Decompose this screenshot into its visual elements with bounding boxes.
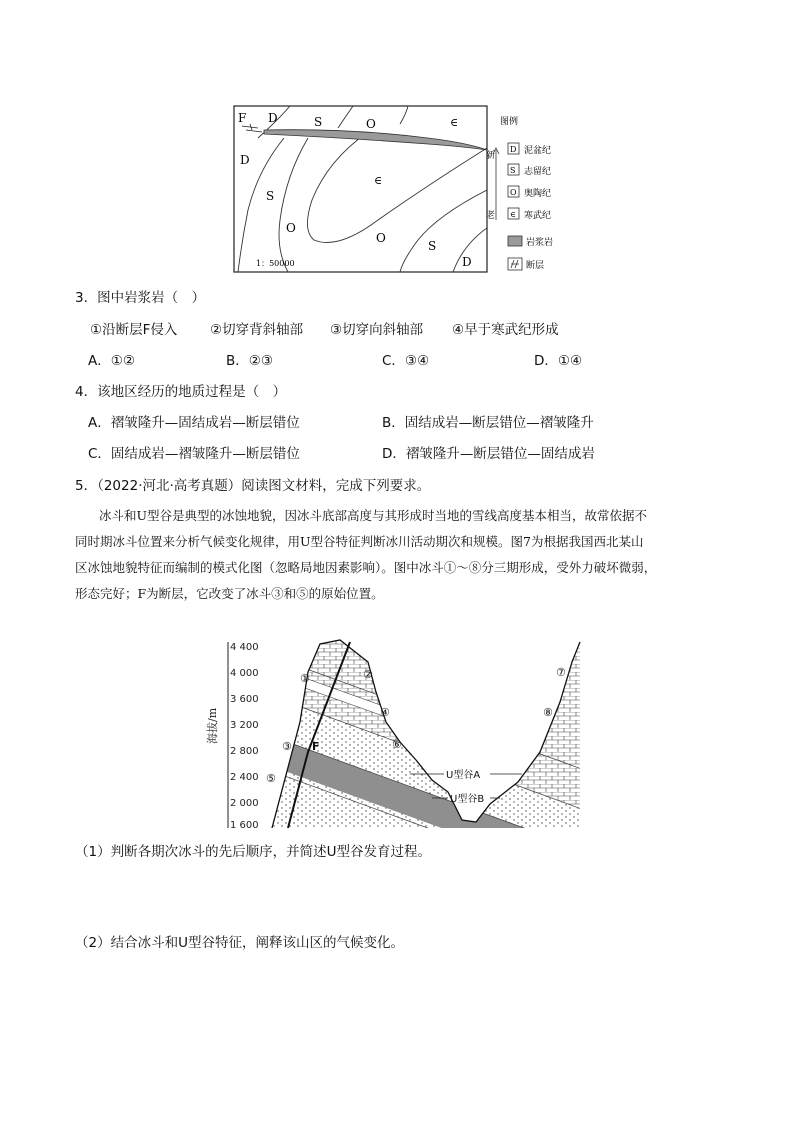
label-F: F xyxy=(238,111,247,125)
label-C: ∈ xyxy=(374,174,383,187)
tick-label: 2 800 xyxy=(230,746,259,757)
cirque-3: ③ xyxy=(282,740,292,753)
label-S: S xyxy=(266,189,275,203)
map-legend xyxy=(486,115,553,271)
tick-label: 2 000 xyxy=(230,798,259,809)
q3-option-d[interactable]: D．①④ xyxy=(534,353,583,369)
label-D: D xyxy=(240,153,250,167)
q4-option-b[interactable]: B．固结成岩—断层错位—褶皱隆升 xyxy=(382,415,594,431)
glacial-profile-figure xyxy=(200,632,590,828)
legend-symbol: ∈ xyxy=(510,210,516,219)
label-D: D xyxy=(462,255,472,269)
q4-option-a[interactable]: A．褶皱隆升—固结成岩—断层错位 xyxy=(88,415,300,431)
legend-symbol: D xyxy=(510,145,517,154)
legend-label: 岩浆岩 xyxy=(526,238,554,248)
q5-paragraph xyxy=(75,503,715,607)
para-line: 冰斗和U型谷是典型的冰蚀地貌，因冰斗底部高度与其形成时当地的雪线高度基本相当，故常依据不 xyxy=(99,508,648,523)
tick-label: 4 400 xyxy=(230,642,259,653)
q3-option-a[interactable]: A．①② xyxy=(88,353,135,369)
legend-symbol: O xyxy=(510,188,517,197)
map-scale: 1：50000 xyxy=(256,259,295,268)
tick-label: 3 200 xyxy=(230,720,259,731)
q3-option-b[interactable]: B．②③ xyxy=(226,353,273,369)
cirque-6: ⑥ xyxy=(392,738,402,751)
q5-subquestion-1: （1）判断各期次冰斗的先后顺序，并简述U型谷发育过程。 xyxy=(75,844,431,860)
axis-label: 海拔/m xyxy=(206,707,219,744)
legend-label: 泥盆纪 xyxy=(524,146,552,156)
u-valley-b: U型谷B xyxy=(450,794,485,805)
para-line: 区冰蚀地貌特征而编制的模式化图（忽略局地因素影响）。图中冰斗①～⑧分三期形成，受外力破坏微弱， xyxy=(75,560,657,575)
q3-statement: ③切穿向斜轴部 xyxy=(330,322,424,338)
cirque-2: ② xyxy=(363,668,373,681)
legend-old: 老 xyxy=(486,211,496,221)
geologic-map xyxy=(228,100,573,280)
legend-label: 志留纪 xyxy=(524,167,552,177)
cirque-4: ④ xyxy=(380,706,390,719)
label-O: O xyxy=(286,221,296,235)
tick-label: 2 400 xyxy=(230,772,259,783)
para-line: 形态完好；F为断层，它改变了冰斗③和⑤的原始位置。 xyxy=(75,586,384,601)
para-line: 同时期冰斗位置来分析气候变化规律，用U型谷特征判断冰川活动期次和规模。图7为根据我国西北某山 xyxy=(75,534,644,549)
question-5-stem: 5．（2022·河北·高考真题）阅读图文材料，完成下列要求。 xyxy=(75,478,431,494)
u-valley-a: U型谷A xyxy=(446,770,481,781)
legend-symbol: S xyxy=(510,166,516,175)
q5-subquestion-2: （2）结合冰斗和U型谷特征，阐释该山区的气候变化。 xyxy=(75,935,404,951)
legend-label: 断层 xyxy=(526,261,545,271)
label-C: ∈ xyxy=(450,116,459,129)
label-S: S xyxy=(314,115,323,129)
q3-statement: ①沿断层F侵入 xyxy=(90,322,178,338)
tick-label: 3 600 xyxy=(230,694,259,705)
cirque-1: ① xyxy=(300,672,310,685)
cirque-7: ⑦ xyxy=(556,666,566,679)
fault-label: F xyxy=(312,740,320,753)
magmatic-swatch xyxy=(508,236,522,246)
label-S: S xyxy=(428,239,437,253)
legend-new: 新 xyxy=(486,151,496,161)
cirque-8: ⑧ xyxy=(543,706,553,719)
label-D: D xyxy=(268,111,278,125)
tick-label: 1 600 xyxy=(230,820,259,828)
label-O: O xyxy=(366,117,376,131)
legend-title: 图例 xyxy=(500,117,519,127)
question-4-stem: 4．该地区经历的地质过程是（ ） xyxy=(75,384,287,400)
tick-label: 4 000 xyxy=(230,668,259,679)
q4-option-c[interactable]: C．固结成岩—褶皱隆升—断层错位 xyxy=(88,446,300,462)
q3-option-c[interactable]: C．③④ xyxy=(382,353,430,369)
question-3-stem: 3．图中岩浆岩（ ） xyxy=(75,290,206,306)
q3-statement: ②切穿背斜轴部 xyxy=(210,322,304,338)
q3-statement: ④早于寒武纪形成 xyxy=(452,322,559,338)
q4-option-d[interactable]: D．褶皱隆升—断层错位—固结成岩 xyxy=(382,446,595,462)
cirque-5: ⑤ xyxy=(266,772,276,785)
legend-label: 奥陶纪 xyxy=(524,189,552,199)
label-O: O xyxy=(376,231,386,245)
legend-label: 寒武纪 xyxy=(524,211,552,221)
